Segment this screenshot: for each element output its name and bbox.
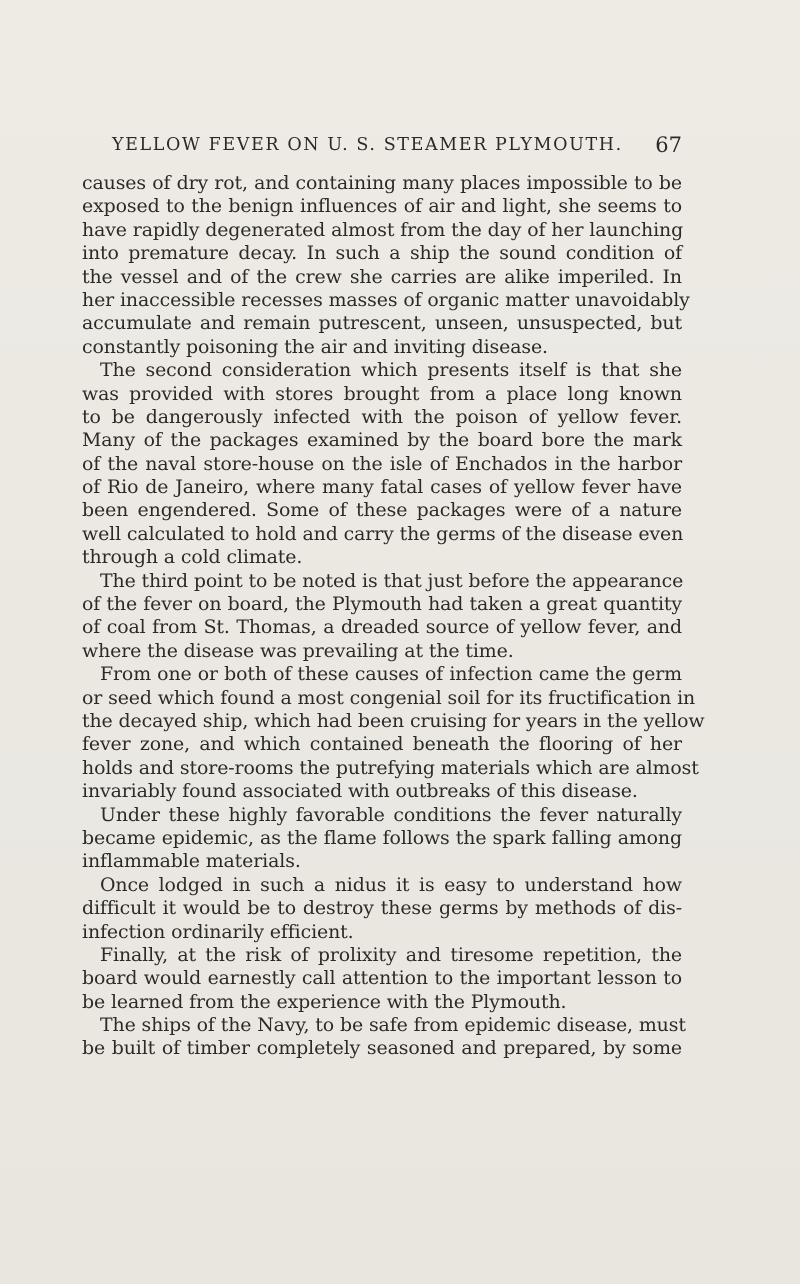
text-line: causes of dry rot, and containing many places impossible to be: [82, 172, 682, 194]
paragraph-start-line: Under these highly favorable conditions the fever naturally: [100, 803, 682, 826]
text-line: of the fever on board, the Plymouth had taken a great quantity: [82, 593, 682, 616]
text-line: constantly poisoning the air and inviting disease.: [82, 335, 548, 358]
text-line: into premature decay. In such a ship the sound condition of: [82, 242, 682, 265]
text-line: invariably found associated with outbreaks of this disease.: [82, 780, 638, 803]
text-line: board would earnestly call attention to the important lesson to: [82, 967, 682, 990]
text-line: Many of the packages examined by the board bore the mark: [82, 429, 682, 452]
text-line: of the naval store-house on the isle of Enchados in the harbor: [82, 452, 682, 475]
text-line: holds and store-rooms the putrefying materials which are almost: [82, 756, 699, 779]
paragraph-start-line: Once lodged in such a nidus it is easy to understand how: [100, 873, 682, 896]
text-line: or seed which found a most congenial soil for its fructification in: [82, 686, 696, 709]
text-line: where the disease was prevailing at the time.: [82, 639, 514, 662]
text-line: accumulate and remain putrescent, unseen, unsuspected, but: [82, 312, 682, 335]
text-line: of Rio de Janeiro, where many fatal cases of yellow fever have: [82, 476, 682, 499]
text-line: inflammable materials.: [82, 850, 301, 873]
text-line: fever zone, and which contained beneath the flooring of her: [82, 733, 682, 756]
text-line: be learned from the experience with the Plymouth.: [82, 990, 567, 1013]
text-line: her inaccessible recesses masses of organic matter unavoidably: [82, 288, 690, 311]
running-head: [112, 133, 682, 157]
text-line: well calculated to hold and carry the germs of the disease even: [82, 522, 684, 545]
text-line: was provided with stores brought from a place long known: [82, 382, 682, 405]
paragraph-start-line: From one or both of these causes of infection came the germ: [100, 663, 682, 686]
paragraph-start-line: The third point to be noted is that just before the appearance: [100, 569, 684, 592]
text-line: exposed to the benign influences of air and light, she seems to: [82, 195, 682, 218]
page-number: 67: [655, 133, 682, 157]
text-line: the decayed ship, which had been cruising for years in the yellow: [82, 709, 705, 732]
paragraph-start-line: The ships of the Navy, to be safe from epidemic disease, must: [100, 1014, 686, 1037]
text-line: the vessel and of the crew she carries are alike imperiled. In: [82, 265, 682, 288]
running-title: YELLOW FEVER ON U. S. STEAMER PLYMOUTH.: [112, 135, 623, 155]
text-line: been engendered. Some of these packages were of a nature: [82, 499, 682, 522]
paragraph-start-line: The second consideration which presents itself is that she: [100, 359, 682, 382]
text-line: infection ordinarily efficient.: [82, 920, 354, 943]
text-line: have rapidly degenerated almost from the day of her launching: [82, 218, 684, 241]
text-line: difficult it would be to destroy these germs by methods of dis-: [82, 897, 682, 920]
body-text: [82, 172, 705, 1061]
text-line: became epidemic, as the flame follows the spark falling among: [82, 826, 682, 849]
text-line: to be dangerously infected with the poison of yellow fever.: [82, 405, 682, 428]
paragraph-start-line: Finally, at the risk of prolixity and tiresome repetition, the: [100, 943, 682, 966]
text-line: through a cold climate.: [82, 546, 303, 569]
text-line: of coal from St. Thomas, a dreaded source of yellow fever, and: [82, 616, 682, 639]
text-line: be built of timber completely seasoned and prepared, by some: [82, 1037, 682, 1060]
